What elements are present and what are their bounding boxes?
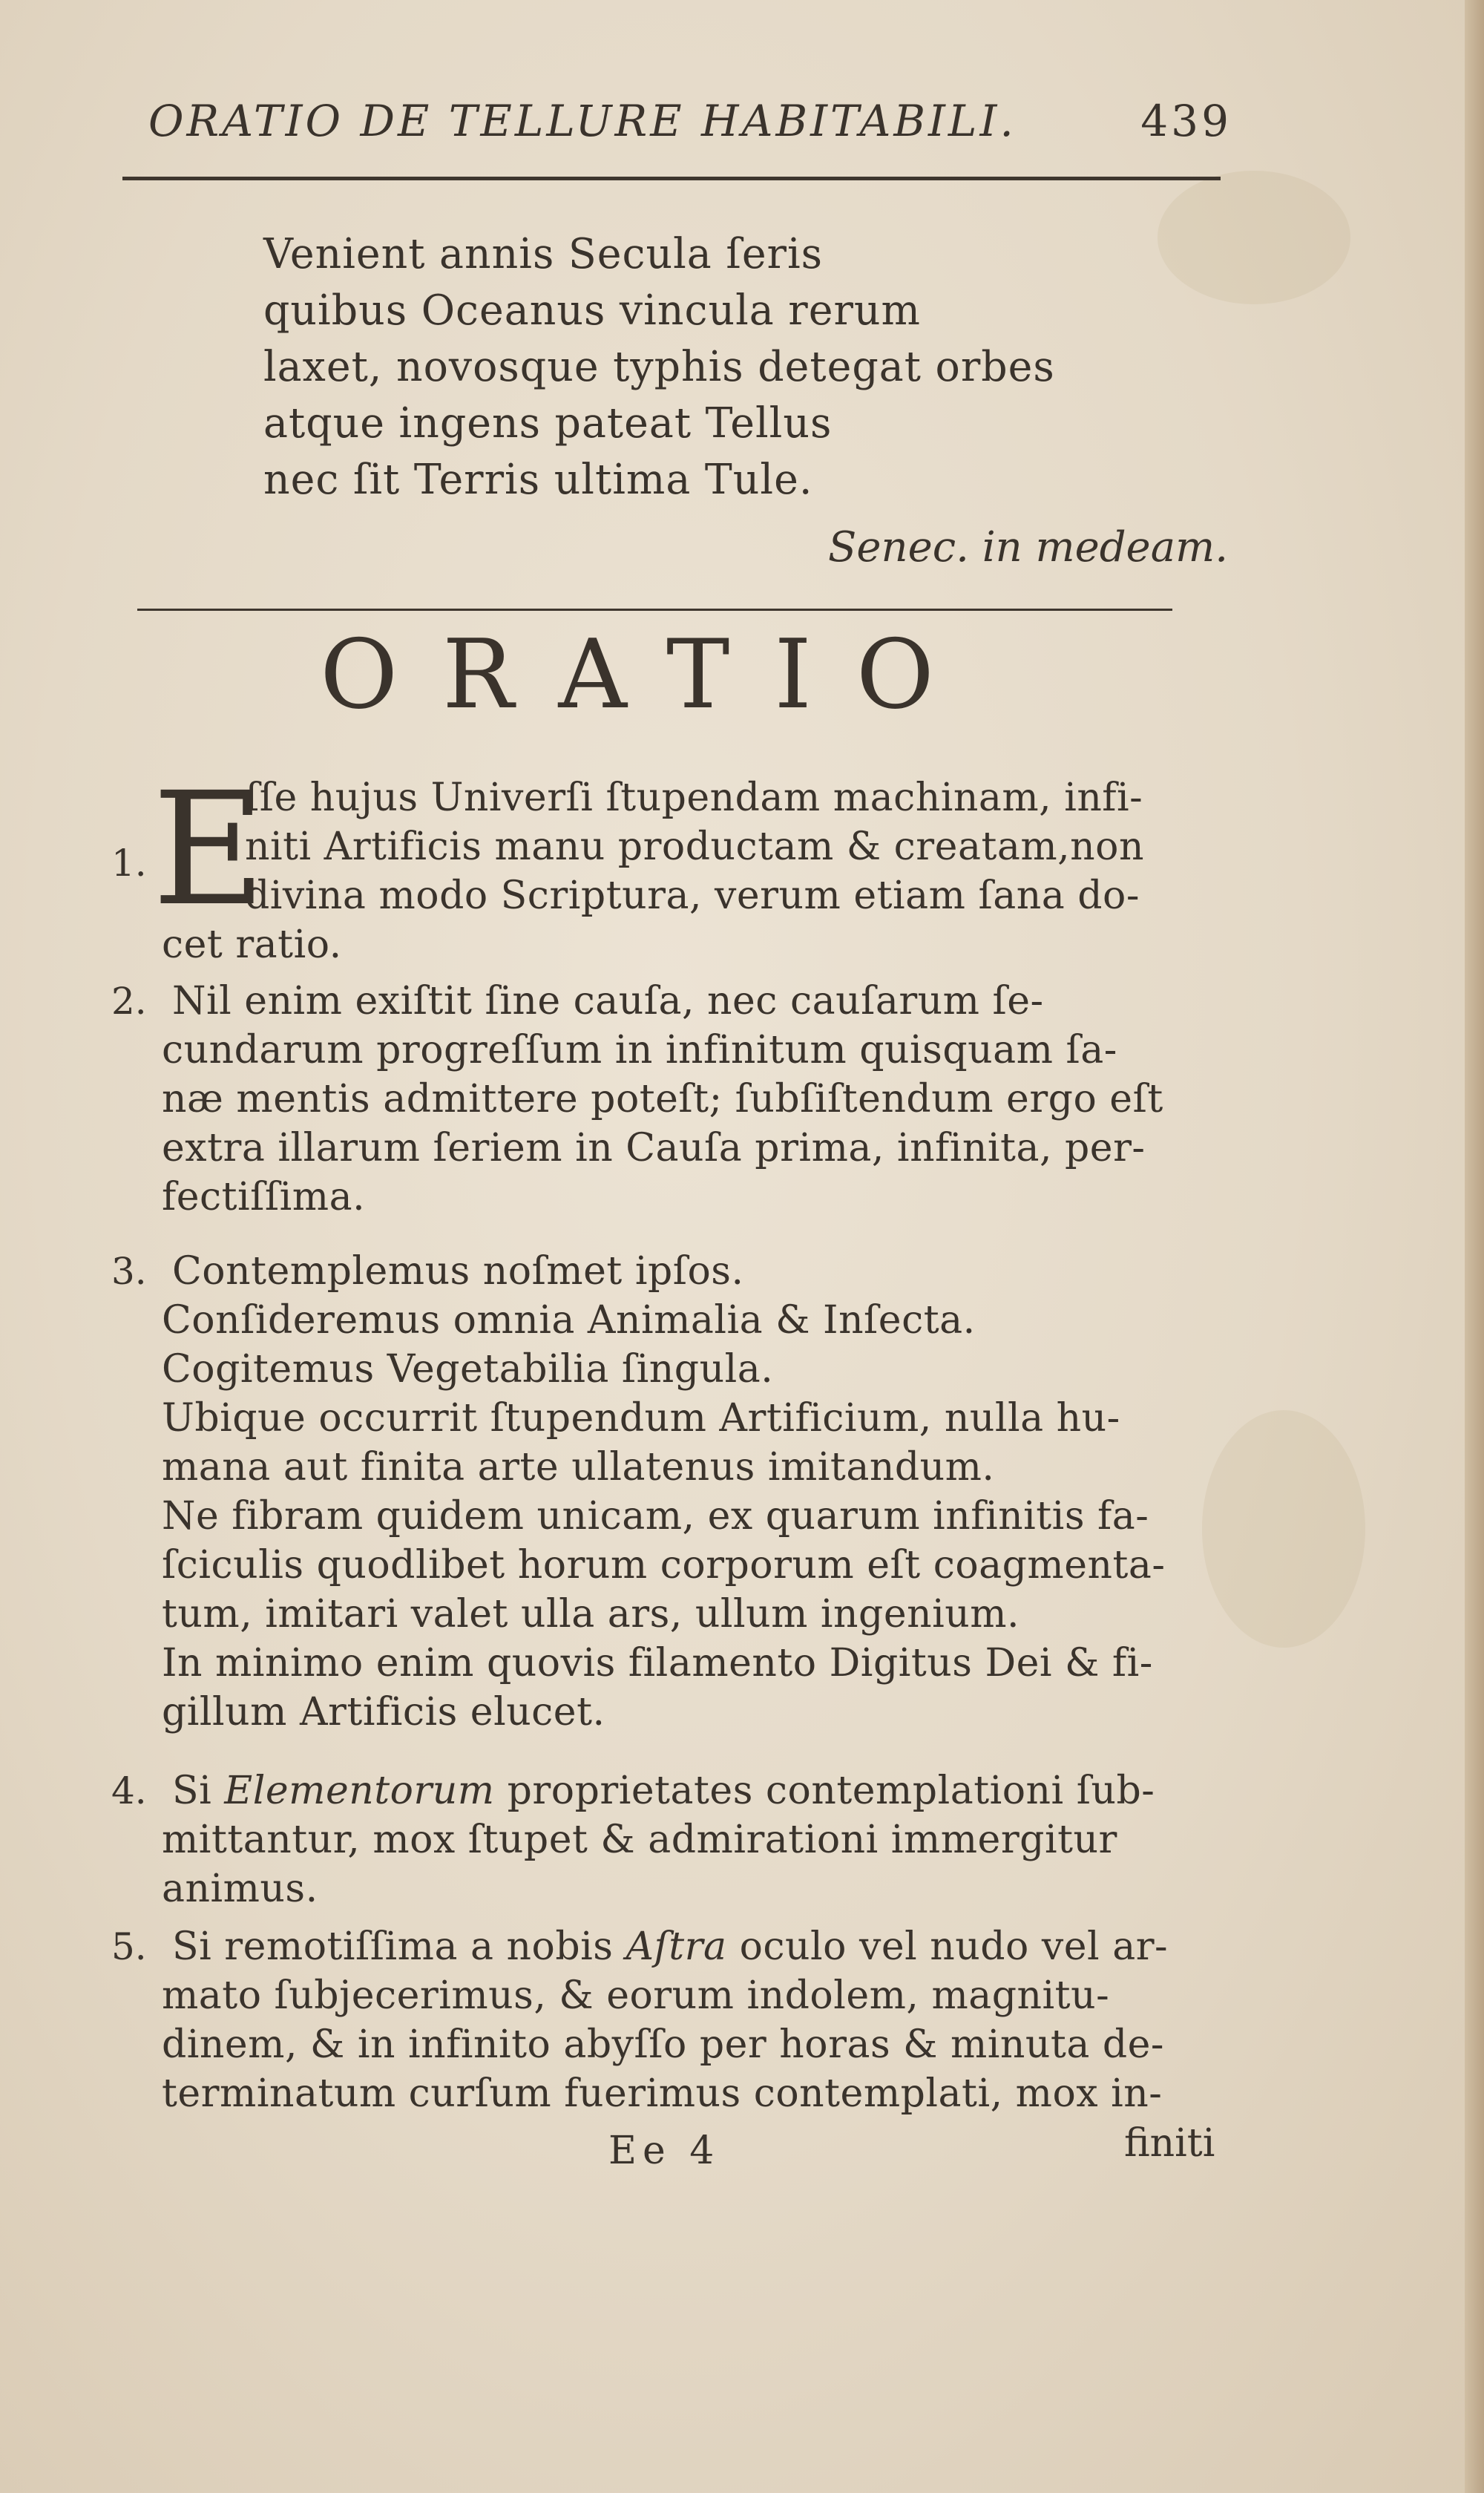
text-line: cet ratio. [162,923,342,967]
running-head [148,88,1232,154]
text-line: dinem, & in infinito abyſſo per horas & minuta de- [162,2022,1164,2067]
text-run: Si [172,1769,225,1813]
head-rule [122,177,1221,180]
text-line: gillum Artificis elucet. [162,1690,605,1734]
text-line: In minimo enim quovis filamento Digitus Dei & fi- [162,1641,1153,1686]
text-run: oculo vel nudo vel ar- [726,1924,1169,1969]
text-line: terminatum curſum fuerimus contemplati, mox in- [162,2071,1163,2116]
verse-line: quibus Oceanus vincula rerum [263,286,921,335]
paragraph-number: 2. [111,980,147,1023]
text-line: mato ſubjecerimus, & eorum indolem, magnitu- [162,1973,1110,2018]
italic-term: Elementorum [224,1769,495,1813]
text-line: Ne fibram quidem unicam, ex quarum infinitis fa- [162,1494,1149,1539]
paper-stain [1202,1410,1365,1648]
text-line: Conſideremus omnia Animalia & Inſecta. [162,1298,976,1343]
verse-line: Venient annis Secula ſeris [263,230,824,278]
text-line: extra illarum ſeriem in Cauſa prima, infinita, per- [162,1126,1146,1170]
text-line: Nil enim exiſtit ſine cauſa, nec cauſarum ſe- [172,979,1044,1023]
page-number: 439 [1140,96,1232,146]
paragraph-number: 4. [111,1769,147,1812]
text-run: proprietates contemplationi ſub- [494,1769,1155,1813]
text-line: ſciculis quodlibet horum corporum eſt coagmenta- [162,1543,1166,1588]
text-line: tum, imitari valet ulla ars, ullum ingenium. [162,1592,1020,1637]
text-line: Ubique occurrit ſtupendum Artificium, nulla hu- [162,1396,1120,1441]
text-line: ſſe hujus Univerſi ſtupendam machinam, infi- [245,776,1143,820]
page-edge [1465,0,1484,2493]
paragraph-number: 5. [111,1925,147,1968]
text-line: Cogitemus Vegetabilia ſingula. [162,1347,774,1392]
italic-term: Aſtra [626,1924,727,1969]
catchword: finiti [1124,2121,1215,2166]
verse-line: atque ingens pateat Tellus [263,399,833,448]
text-line: mana aut finita arte ullatenus imitandum. [162,1445,995,1490]
section-title: ORATIO [320,620,979,730]
verse-line: laxet, novosque typhis detegat orbes [263,343,1055,391]
running-head-title: ORATIO DE TELLURE HABITABILI. [148,96,1017,146]
text-line: divina modo Scriptura, verum etiam ſana do- [245,874,1140,918]
text-line: Contemplemus noſmet ipſos. [172,1249,744,1294]
text-line: niti Artificis manu productam & creatam,non [245,825,1144,869]
verse-epigraph [263,226,1228,571]
text-line [172,1766,1155,1815]
section-rule [137,609,1172,611]
text-line: mittantur, mox ſtupet & admirationi immergitur [162,1818,1117,1862]
verse-source: Senec. in medeam. [828,523,1228,571]
text-line: fectiſſima. [162,1175,366,1219]
signature-mark: Ee 4 [608,2129,720,2173]
text-line [172,1922,1168,1971]
text-run: Si remotiſſima a nobis [172,1924,626,1969]
text-line: animus. [162,1867,318,1911]
verse-line: nec ſit Terris ultima Tule. [263,456,813,504]
text-line: næ mentis admittere poteſt; ſubſiſtendum ergo eſt [162,1077,1163,1121]
paragraph-number: 1. [111,842,147,885]
text-line: cundarum progreſſum in infinitum quisquam ſa- [162,1028,1117,1072]
paragraph-number: 3. [111,1250,147,1293]
drop-cap: E [152,759,266,940]
